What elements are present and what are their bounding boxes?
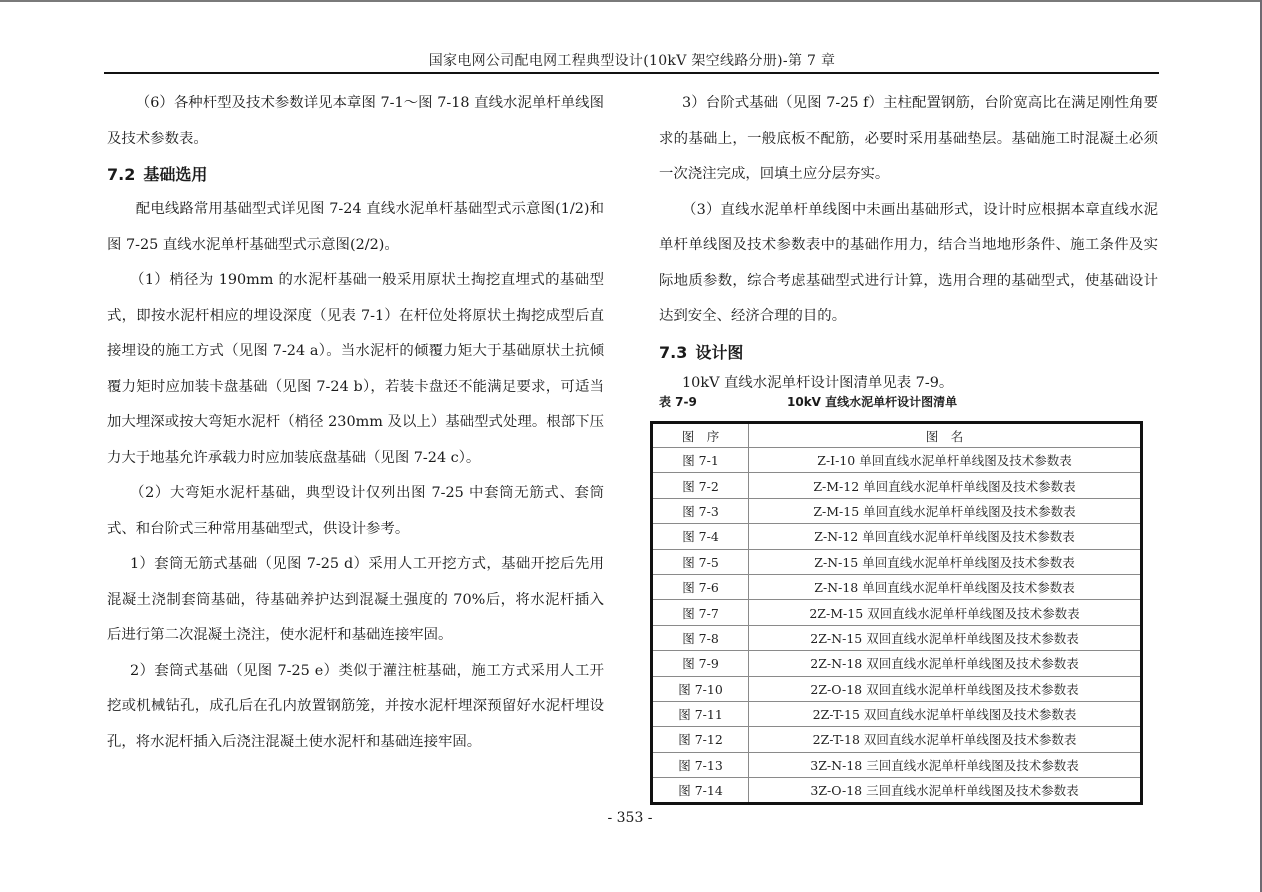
table-caption <box>659 393 1129 413</box>
column-header-figure-name: 图 名 <box>749 423 1142 448</box>
table-row <box>652 574 1142 599</box>
cell-figure-no: 图 7-13 <box>652 752 749 777</box>
page-top-border <box>0 0 1262 2</box>
table-row <box>652 651 1142 676</box>
cell-figure-no: 图 7-12 <box>652 727 749 752</box>
table-row <box>652 600 1142 625</box>
cell-figure-name: 2Z-O-18 双回直线水泥单杆单线图及技术参数表 <box>749 676 1142 701</box>
cell-figure-name: Z-M-12 单回直线水泥单杆单线图及技术参数表 <box>749 473 1142 498</box>
cell-figure-name: 2Z-N-15 双回直线水泥单杆单线图及技术参数表 <box>749 625 1142 650</box>
cell-figure-name: Z-N-18 单回直线水泥单杆单线图及技术参数表 <box>749 574 1142 599</box>
paragraph-intro: 配电线路常用基础型式详见图 7-24 直线水泥单杆基础型式示意图(1/2)和图 7-25 直线水泥单杆基础型式示意图(2/2)。 <box>107 201 604 253</box>
cell-figure-name: 2Z-M-15 双回直线水泥单杆单线图及技术参数表 <box>749 600 1142 625</box>
cell-figure-name: Z-N-15 单回直线水泥单杆单线图及技术参数表 <box>749 549 1142 574</box>
right-column <box>659 86 1158 396</box>
paragraph-item-2: （2）大弯矩水泥杆基础，典型设计仅列出图 7-25 中套筒无筋式、套筒式、和台阶式三种常用基础型式，供设计参考。 <box>107 485 604 537</box>
cell-figure-name: 2Z-N-18 双回直线水泥单杆单线图及技术参数表 <box>749 651 1142 676</box>
table-row <box>652 473 1142 498</box>
cell-figure-no: 图 7-14 <box>652 778 749 804</box>
table-row <box>652 727 1142 752</box>
section-heading-7-3 <box>659 335 1158 370</box>
cell-figure-name: Z-N-12 单回直线水泥单杆单线图及技术参数表 <box>749 524 1142 549</box>
cell-figure-no: 图 7-2 <box>652 473 749 498</box>
table-row <box>652 625 1142 650</box>
table-label: 表 7-9 <box>659 395 697 409</box>
table-row <box>652 524 1142 549</box>
table-row <box>652 498 1142 523</box>
section-heading-7-2 <box>107 157 604 192</box>
section-title: 设计图 <box>695 342 744 362</box>
cell-figure-no: 图 7-10 <box>652 676 749 701</box>
table-row <box>652 448 1142 473</box>
table-row <box>652 752 1142 777</box>
table-title: 10kV 直线水泥单杆设计图清单 <box>787 395 958 409</box>
paragraph-sub-2: 2）套筒式基础（见图 7-25 e）类似于灌注桩基础，施工方式采用人工开挖或机械钻孔，成孔后在孔内放置钢筋笼，并按水泥杆埋深预留好水泥杆埋设孔，将水泥杆插入后浇注混凝土使水泥杆和基础连接牢固。 <box>107 662 604 750</box>
cell-figure-no: 图 7-1 <box>652 448 749 473</box>
cell-figure-name: 3Z-O-18 三回直线水泥单杆单线图及技术参数表 <box>810 783 1079 799</box>
running-header: 国家电网公司配电网工程典型设计(10kV 架空线路分册)-第 7 章 <box>428 53 836 69</box>
left-column <box>107 86 604 760</box>
paragraph-item-3: （3）直线水泥单杆单线图中未画出基础形式，设计时应根据本章直线水泥单杆单线图及技术参数表中的基础作用力，结合当地地形条件、施工条件及实际地质参数，综合考虑基础型式进行计算，选用合理的基础型式，使基础设计达到安全、经济合理的目的。 <box>659 201 1158 324</box>
table-row <box>652 778 1142 804</box>
column-header-figure-no: 图 序 <box>652 423 749 448</box>
cell-figure-no: 图 7-9 <box>652 651 749 676</box>
cell-figure-no: 图 7-8 <box>652 625 749 650</box>
page-number: - 353 - <box>607 810 653 826</box>
paragraph-item-6: （6）各种杆型及技术参数详见本章图 7-1～图 7-18 直线水泥单杆单线图及技术参数表。 <box>107 95 604 147</box>
section-number: 7.3 <box>659 342 688 362</box>
drawing-list-table <box>650 421 1143 805</box>
section-number: 7.2 <box>107 165 136 184</box>
cell-figure-name: Z-I-10 单回直线水泥单杆单线图及技术参数表 <box>749 448 1142 473</box>
paragraph-sub-1: 1）套筒无筋式基础（见图 7-25 d）采用人工开挖方式，基础开挖后先用混凝土浇制套筒基础，待基础养护达到混凝土强度的 70%后，将水泥杆插入后进行第二次混凝土浇注，使水泥杆和基础连接牢固。 <box>107 556 604 643</box>
cell-figure-no: 图 7-6 <box>652 574 749 599</box>
table-row <box>652 549 1142 574</box>
header-rule <box>104 72 1159 74</box>
cell-figure-name: 2Z-T-18 双回直线水泥单杆单线图及技术参数表 <box>749 727 1142 752</box>
table-header-row <box>652 423 1142 448</box>
paragraph-item-1: （1）梢径为 190mm 的水泥杆基础一般采用原状土掏挖直埋式的基础型式，即按水泥杆相应的埋设深度（见表 7-1）在杆位处将原状土掏挖成型后直接埋设的施工方式（见图 7-24 a）。当水泥杆的倾覆力矩大于基础原状土抗倾覆力矩时应加装卡盘基础（见图 7-24 b），若装卡盘还不能满足要求，可适当加大埋深或按大弯矩水泥杆（梢径 230mm 及以上）基础型式处理。根部下压力大于地基允许承载力时应加装底盘基础（见图 7-24 c）。 <box>107 272 604 466</box>
cell-figure-no: 图 7-3 <box>652 498 749 523</box>
cell-figure-no: 图 7-7 <box>652 600 749 625</box>
cell-figure-name: 2Z-T-15 双回直线水泥单杆单线图及技术参数表 <box>749 701 1142 726</box>
cell-figure-no: 图 7-4 <box>652 524 749 549</box>
cell-figure-name: Z-M-15 单回直线水泥单杆单线图及技术参数表 <box>749 498 1142 523</box>
table-body <box>652 448 1142 804</box>
cell-figure-no: 图 7-11 <box>652 701 749 726</box>
table-row <box>652 701 1142 726</box>
table-row <box>652 676 1142 701</box>
section-title: 基础选用 <box>143 165 208 184</box>
paragraph-sub-3: 3）台阶式基础（见图 7-25 f）主柱配置钢筋，台阶宽高比在满足刚性角要求的基础上，一般底板不配筋，必要时采用基础垫层。基础施工时混凝土必须一次浇注完成，回填土应分层夯实。 <box>659 95 1158 182</box>
paragraph-table-intro: 10kV 直线水泥单杆设计图清单见表 7-9。 <box>682 374 954 391</box>
cell-figure-name: 3Z-N-18 三回直线水泥单杆单线图及技术参数表 <box>749 752 1142 777</box>
cell-figure-no: 图 7-5 <box>652 549 749 574</box>
